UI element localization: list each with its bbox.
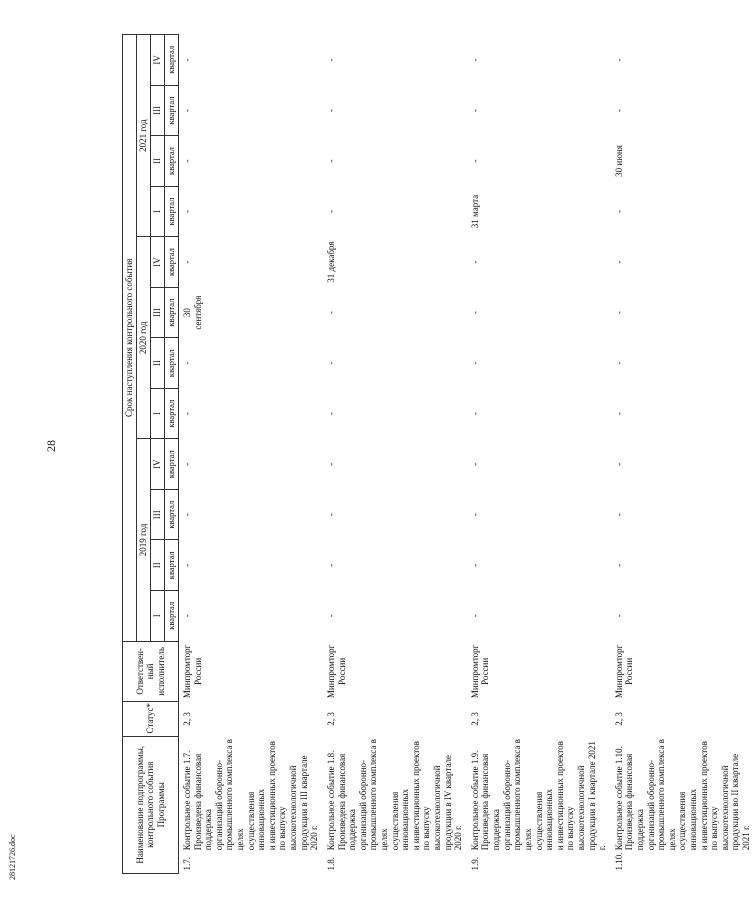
deadline-cell: -: [325, 412, 336, 416]
deadline-cell: -: [325, 614, 336, 618]
deadline-cell: -: [613, 563, 624, 567]
header-year: 2019 год: [137, 439, 151, 641]
deadline-cell: -: [182, 361, 192, 365]
event-title: Контрольное событие 1.10.: [613, 746, 624, 851]
header-quarter-word: квартал: [165, 388, 179, 439]
event-description: [611, 736, 755, 853]
deadline-cell: -: [182, 513, 192, 517]
event-text-line: по выпуску высокотехнологичной: [709, 765, 730, 851]
deadline-cell: -: [613, 361, 624, 365]
control-events-table: [122, 34, 755, 874]
header-deadline: Срок наступления контрольного события: [123, 35, 137, 642]
event-status: 2, 3: [182, 712, 192, 726]
deadline-cell: -: [613, 108, 624, 112]
row-number: 1.9.: [469, 857, 480, 871]
deadline-cell: -: [469, 614, 480, 618]
event-text-line: Произведена финансовая поддержка: [480, 753, 502, 851]
table-row: [467, 35, 611, 874]
header-quarter-number: IV: [151, 237, 165, 288]
rotated-page: [122, 34, 752, 874]
event-status: 2, 3: [325, 712, 336, 726]
deadline-cell: -: [469, 563, 480, 567]
event-title: Контрольное событие 1.9.: [469, 750, 480, 851]
row-number: 1.8.: [325, 857, 336, 871]
footer-file-code: 28121726.doc: [8, 834, 17, 880]
header-quarter-word: квартал: [165, 540, 179, 591]
deadline-cell: -: [325, 563, 336, 567]
deadline-cell: -: [182, 462, 192, 466]
event-text-line: Произведена финансовая поддержка: [336, 753, 358, 851]
table-row: [611, 35, 755, 874]
event-text-line: организаций оборонно-: [357, 760, 368, 851]
event-text-line: по выпуску высокотехнологичной: [421, 765, 443, 851]
deadline-cell: -: [613, 462, 624, 466]
deadline-cell: -: [613, 260, 624, 264]
event-text-line: Произведена финансовая поддержка: [624, 753, 645, 851]
event-text-line: и инвестиционных проектов: [698, 741, 709, 851]
deadline-cell: 31 декабря: [325, 241, 336, 283]
deadline-cell: -: [325, 159, 336, 163]
table-row: [323, 35, 467, 874]
event-text-line: промышленного комплекса в целях: [512, 739, 533, 851]
header-quarter-word: квартал: [165, 85, 179, 136]
header-year: 2021 год: [137, 35, 151, 237]
deadline-cell: -: [613, 513, 624, 517]
responsible-executor: Минпромторг России: [469, 644, 491, 699]
event-text-line: продукции в I квартале 2021 г.: [586, 741, 608, 851]
event-text-line: организаций оборонно-: [213, 760, 224, 851]
deadline-cell: 31 марта: [469, 194, 480, 229]
deadline-cell: -: [182, 563, 192, 567]
event-text-line: промышленного комплекса в целях: [656, 739, 677, 851]
header-year: 2020 год: [137, 237, 151, 439]
header-quarter-word: квартал: [165, 489, 179, 540]
deadline-cell: -: [613, 210, 624, 214]
deadline-cell: -: [325, 361, 336, 365]
header-quarter-word: квартал: [165, 136, 179, 187]
event-text-line: осуществления инновационных: [533, 788, 555, 851]
deadline-cell: -: [613, 58, 624, 62]
event-text-line: Произведена финансовая поддержка: [192, 753, 214, 851]
deadline-cell: -: [469, 58, 480, 62]
header-quarter-word: квартал: [165, 35, 179, 86]
event-status: 2, 3: [613, 712, 624, 726]
deadline-cell: -: [613, 311, 624, 315]
event-title: Контрольное событие 1.8.: [325, 750, 336, 851]
event-text-line: по выпуску высокотехнологичной: [277, 765, 299, 851]
header-quarter-number: IV: [151, 35, 165, 86]
deadline-cell: 30 сентября: [182, 295, 203, 330]
event-description: [179, 736, 323, 853]
deadline-cell: -: [182, 159, 192, 163]
responsible-executor: Минпромторг России: [613, 644, 635, 699]
responsible-executor: Минпромторг России: [182, 644, 203, 699]
event-description: [323, 736, 467, 853]
deadline-cell: -: [182, 210, 192, 214]
deadline-cell: -: [182, 58, 192, 62]
event-text-line: осуществления инновационных: [389, 788, 411, 851]
header-status-column: Статус*: [123, 702, 179, 736]
event-text-line: промышленного комплекса в целях: [224, 739, 246, 851]
deadline-cell: -: [182, 412, 192, 416]
deadline-cell: -: [325, 58, 336, 62]
deadline-cell: 30 июня: [613, 145, 624, 177]
table-row: [179, 35, 323, 874]
responsible-executor: Минпромторг России: [325, 644, 347, 699]
event-text-line: и инвестиционных проектов: [554, 741, 565, 851]
deadline-cell: -: [325, 513, 336, 517]
header-quarter-number: II: [151, 136, 165, 187]
deadline-cell: -: [469, 108, 480, 112]
event-text-line: по выпуску высокотехнологичной: [565, 765, 586, 851]
header-quarter-word: квартал: [165, 439, 179, 490]
header-quarter-word: квартал: [165, 186, 179, 237]
event-text-line: организаций оборонно-: [501, 760, 512, 851]
deadline-cell: -: [469, 361, 480, 365]
event-text-line: осуществления инновационных: [245, 788, 267, 851]
row-number: 1.10.: [613, 852, 624, 871]
deadline-cell: -: [469, 311, 480, 315]
event-status: 2, 3: [469, 712, 480, 726]
event-description: [467, 736, 611, 853]
deadline-cell: -: [325, 108, 336, 112]
header-quarter-number: II: [151, 540, 165, 591]
header-quarter-number: III: [151, 287, 165, 338]
event-text-line: продукции в IV квартале 2020 г.: [442, 755, 464, 851]
event-text-line: продукции в III квартале 2020 г.: [298, 755, 320, 851]
header-quarter-number: I: [151, 591, 165, 642]
deadline-cell: -: [325, 210, 336, 214]
header-name-column: Наименование подпрограммы, контрольного события Программы: [123, 736, 179, 873]
deadline-cell: -: [469, 513, 480, 517]
header-quarter-number: II: [151, 338, 165, 389]
header-quarter-word: квартал: [165, 338, 179, 389]
event-text-line: осуществления инновационных: [677, 788, 699, 851]
deadline-cell: -: [469, 159, 480, 163]
header-quarter-word: квартал: [165, 591, 179, 642]
event-text-line: и инвестиционных проектов: [266, 741, 277, 851]
page-number: 28: [44, 440, 58, 452]
deadline-cell: -: [325, 462, 336, 466]
deadline-cell: -: [469, 462, 480, 466]
deadline-cell: -: [469, 412, 480, 416]
deadline-cell: -: [325, 311, 336, 315]
header-quarter-number: III: [151, 85, 165, 136]
header-quarter-number: IV: [151, 439, 165, 490]
deadline-cell: -: [469, 260, 480, 264]
deadline-cell: -: [182, 108, 192, 112]
event-text-line: и инвестиционных проектов: [410, 741, 421, 851]
deadline-cell: -: [182, 260, 192, 264]
event-title: Контрольное событие 1.7.: [182, 750, 192, 851]
deadline-cell: -: [613, 412, 624, 416]
header-quarter-word: квартал: [165, 237, 179, 288]
header-responsible-column: Ответствен- ный исполнитель: [123, 641, 179, 702]
deadline-cell: -: [613, 614, 624, 618]
row-number: 1.7.: [182, 857, 192, 871]
event-text-line: продукции во II квартале 2021 г.: [730, 753, 752, 851]
deadline-cell: -: [182, 614, 192, 618]
event-text-line: промышленного комплекса в целях: [368, 739, 389, 851]
event-text-line: организаций оборонно-: [645, 760, 656, 851]
header-quarter-number: I: [151, 388, 165, 439]
header-quarter-number: III: [151, 489, 165, 540]
header-quarter-number: I: [151, 186, 165, 237]
header-quarter-word: квартал: [165, 287, 179, 338]
